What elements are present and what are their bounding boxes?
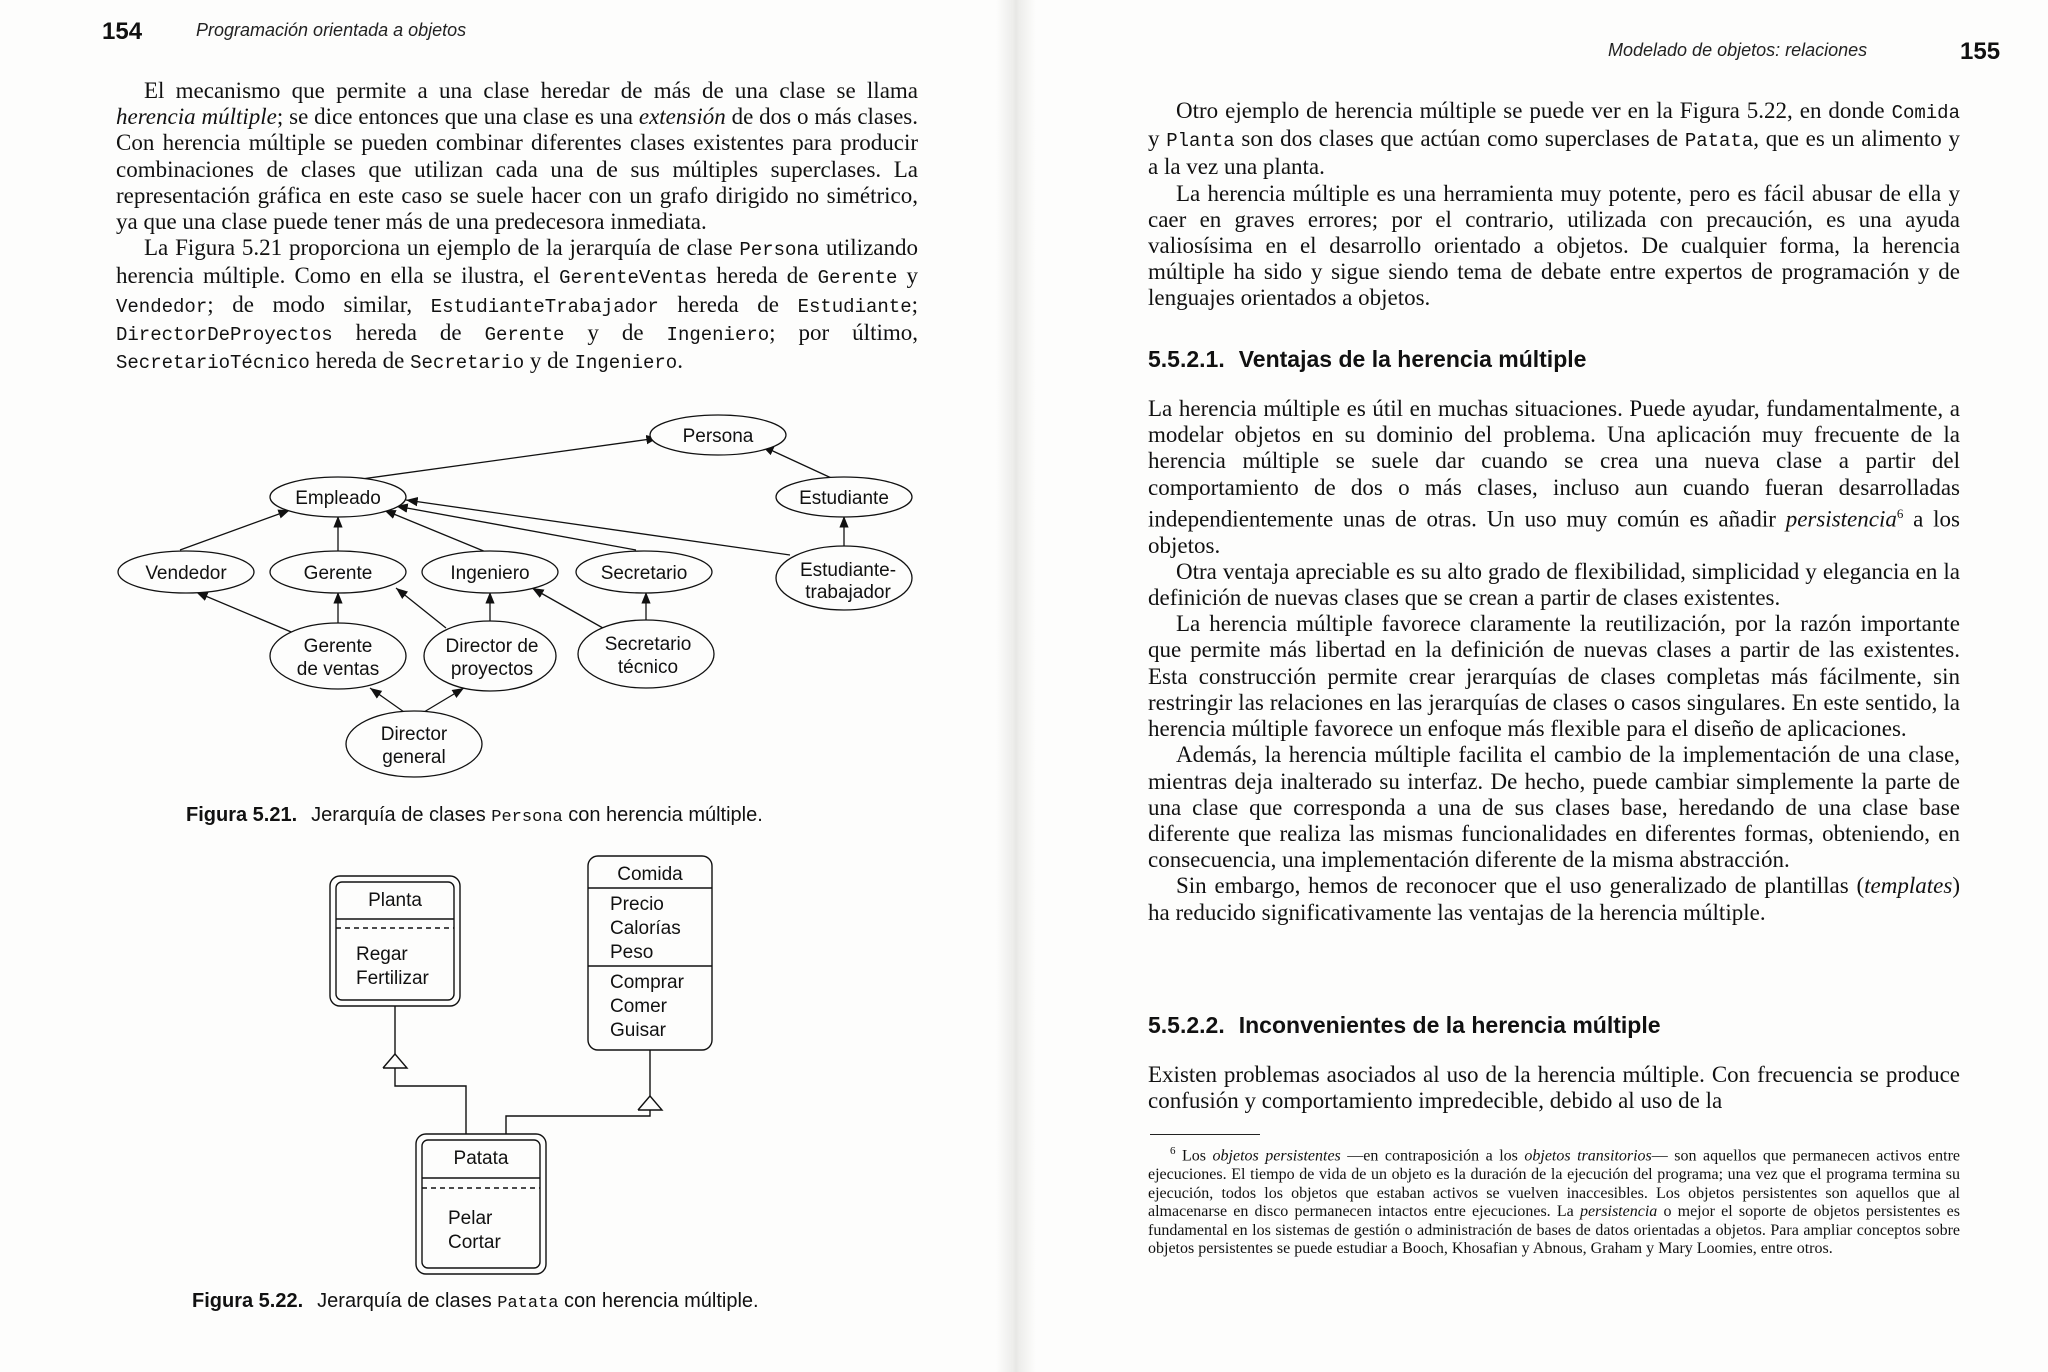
figure-5-22 — [0, 0, 1004, 1315]
node-label: general — [382, 747, 446, 768]
method: Pelar — [448, 1208, 493, 1229]
right-body-section2 — [1148, 1062, 1960, 1114]
right-body-top — [1148, 98, 1960, 312]
node-label: Empleado — [295, 488, 381, 509]
paragraph: El mecanismo que permite a una clase heredar de más de una clase se llama herencia múltiple; se dice entonces que una clase es una extensión de dos o más clases. Con herencia múltiple se pueden combinar diferentes clases existentes para producir combinaciones de clases que utilizan cada una de sus múltiples superclases. La representación gráfica en este caso se suele hacer con un grafo dirigido no simétrico, ya que una clase puede tener más de una predecesora inmediata. — [116, 78, 918, 235]
method: Cortar — [448, 1232, 501, 1253]
figure-caption: Figura 5.21. Jerarquía de clases Persona con herencia múltiple. — [186, 804, 763, 827]
node-label: Persona — [682, 426, 754, 447]
method: Guisar — [610, 1020, 666, 1041]
node-label: Ingeniero — [450, 563, 530, 584]
paragraph: Otra ventaja apreciable es su alto grado de flexibilidad, simplicidad y elegancia en la definición de nuevas clases que se crean a partir de clases existentes. — [1148, 558, 1960, 611]
class-name: Patata — [453, 1148, 509, 1169]
footnote: $^6$ Los objetos persistentes —en contraposición a los objetos transitorios— son aquellos que permanecen activos entre ejecuciones. El tiempo de vida de un objeto es la duración de la ejecución del programa; una vez que el programa termina su ejecución, todos los objetos que estaban activos se vuelven inaccesibles. Los objetos persistentes son aquellos que al almacenarse en disco permanecen intactos entre ejecuciones. La persistencia o mejor el soporte de objetos persistentes es fundamental en los sistemas de gestión o administración de bases de datos orientadas a objetos. Para ampliar conceptos sobre objetos persistentes se puede estudiar a Booch, Khosafian y Abnous, Graham y Mary Loomies, entre otros. — [1148, 1145, 1961, 1258]
paragraph: La herencia múltiple es útil en muchas situaciones. Puede ayudar, fundamentalmente, a modelar objetos en su dominio del problema. Una aplicación muy frecuente de la herencia múltiple se suele dar cuando se crea una nueva clase a partir del comportamiento de dos o más clases, incluso aun cuando fueran desarrolladas independientemente unas de otras. Un uso muy común es añadir persistencia$^6$ a los objetos. — [1148, 396, 1960, 558]
node-label: Gerente — [303, 563, 373, 584]
node-label: Gerente — [303, 636, 373, 657]
node-label: de ventas — [296, 659, 380, 680]
class-name: Comida — [617, 864, 683, 885]
right-body-section1 — [1148, 396, 1960, 926]
running-head: Programación orientada a objetos — [196, 20, 467, 40]
paragraph: La herencia múltiple es una herramienta muy potente, pero es fácil abusar de ella y caer en graves errores; por el contrario, utilizada con precaución, es una ayuda valiosísima en el desarrollo orientado a objetos. De cualquier forma, la herencia múltiple ha sido y sigue siendo tema de debate entre expertos de programación y de lenguajes orientados a objetos. — [1148, 180, 1960, 311]
method: Fertilizar — [356, 968, 429, 989]
attribute: Peso — [610, 942, 654, 963]
method: Comprar — [610, 972, 684, 993]
node-label: técnico — [617, 657, 679, 678]
section-heading: 5.5.2.2. Inconvenientes de la herencia múltiple — [1148, 1012, 1661, 1038]
footnote-rule — [1150, 1134, 1260, 1135]
node-label: Secretario — [604, 634, 692, 655]
node-label: Secretario — [600, 563, 688, 584]
inheritance-triangle — [383, 1054, 407, 1068]
paragraph: Existen problemas asociados al uso de la herencia múltiple. Con frecuencia se produce confusión y comportamiento impredecible, debido al uso de la — [1148, 1062, 1960, 1114]
paragraph: La Figura 5.21 proporciona un ejemplo de la jerarquía de clase Persona utilizando herencia múltiple. Como en ella se ilustra, el GerenteVentas hereda de Gerente y Vendedor; de modo similar, EstudianteTrabajador hereda de Estudiante; DirectorDeProyectos hereda de Gerente y de Ingeniero; por último, SecretarioTécnico hereda de Secretario y de Ingeniero. — [116, 235, 918, 375]
attribute: Precio — [610, 894, 664, 915]
paragraph: La herencia múltiple favorece claramente la reutilización, por la razón importante que permite más libertad en la definición de nuevas clases a partir de las existentes. Esta construcción permite crear jerarquías de clases completas más fácilmente, sin restringir las relaciones en las jerarquías de clases o casos singulares. En este sentido, la herencia múltiple favorece un enfoque más flexible para el diseño de aplicaciones. — [1148, 611, 1960, 742]
node-label: Estudiante- — [799, 560, 897, 581]
figure-caption: Figura 5.22. Jerarquía de clases Patata con herencia múltiple. — [192, 1290, 759, 1313]
attribute: Calorías — [610, 918, 681, 939]
paragraph: Además, la herencia múltiple facilita el cambio de la implementación de una clase, mientras deja inalterado su interfaz. De hecho, puede cambiar simplemente la parte de una clase que corresponda a una de sus clases base, heredando de una clase base diferente que realiza las mismas funcionalidades en diferentes formas, obteniendo, en consecuencia, una implementación diferente de la misma abstracción. — [1148, 742, 1960, 873]
section-heading: 5.5.2.1. Ventajas de la herencia múltiple — [1148, 346, 1587, 372]
method: Regar — [356, 944, 408, 965]
connector — [395, 1068, 466, 1134]
uml-class-diagram — [0, 0, 1004, 1310]
node-label: Vendedor — [145, 563, 227, 584]
node-label: Director — [380, 724, 448, 745]
method: Comer — [610, 996, 668, 1017]
paragraph: Otro ejemplo de herencia múltiple se puede ver en la Figura 5.22, en donde Comida y Planta son dos clases que actúan como superclases de Patata, que es un alimento y a la vez una planta. — [1148, 98, 1960, 180]
inheritance-triangle — [638, 1096, 662, 1110]
paragraph: Sin embargo, hemos de reconocer que el uso generalizado de plantillas (templates) ha reducido significativamente las ventajas de la herencia múltiple. — [1148, 873, 1960, 925]
right-page — [1016, 0, 2048, 1372]
connector — [506, 1110, 650, 1134]
running-head: Modelado de objetos: relaciones — [1608, 40, 1868, 60]
page-number: 154 — [102, 18, 143, 45]
node-label: trabajador — [805, 582, 891, 603]
class-name: Planta — [368, 890, 422, 911]
page-number: 155 — [1960, 38, 2001, 65]
node-label: Estudiante — [799, 488, 889, 509]
left-page — [0, 0, 1004, 1372]
node-label: proyectos — [450, 659, 534, 680]
node-label: Director de — [445, 636, 539, 657]
